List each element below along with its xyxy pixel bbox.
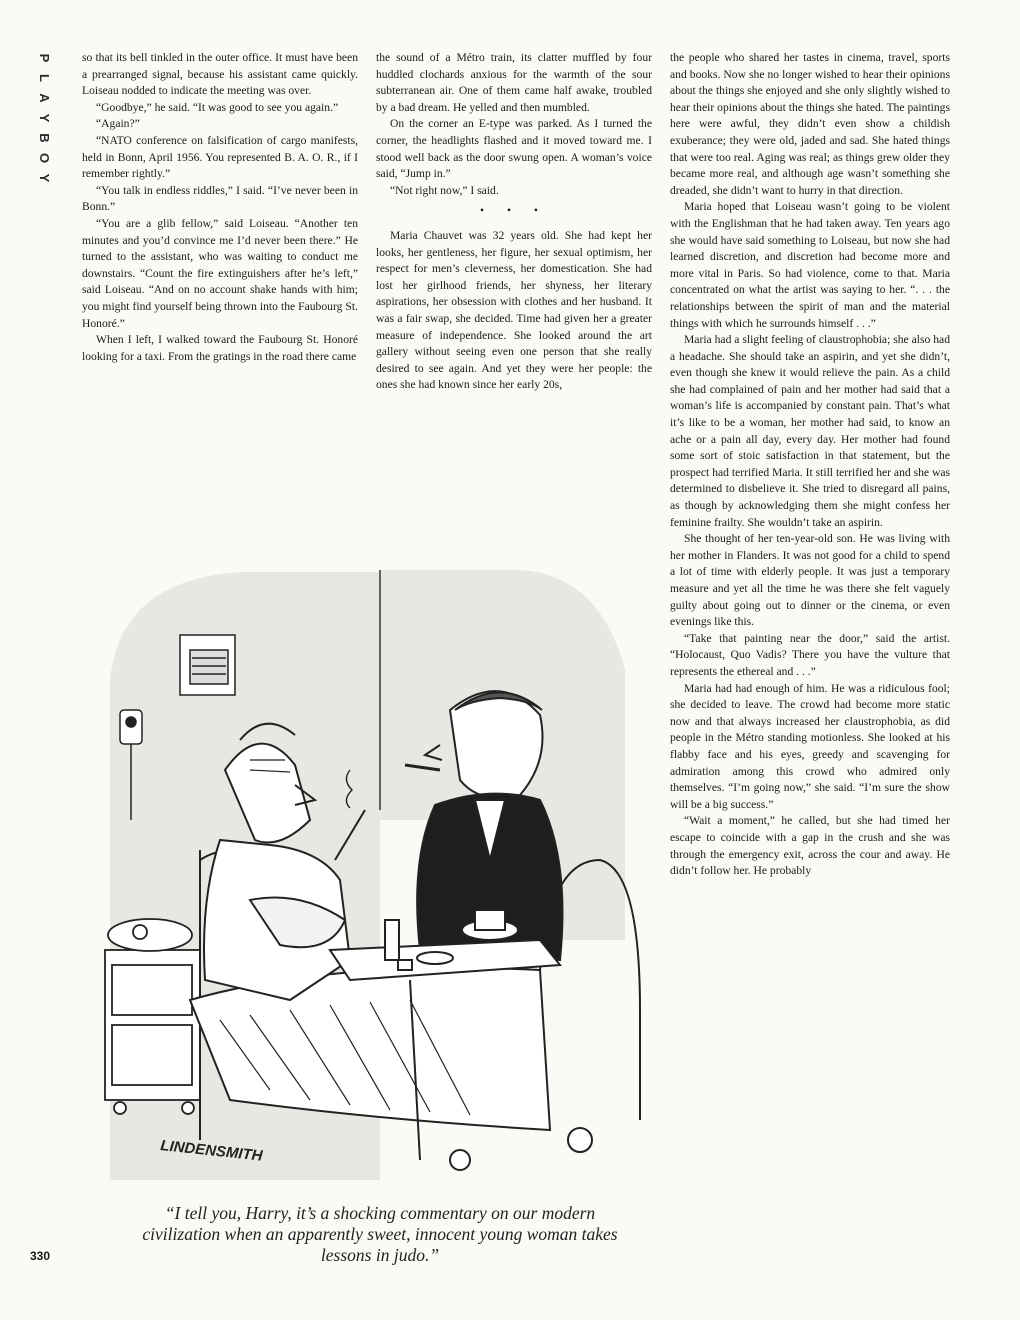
paragraph: “Again?”	[96, 117, 140, 131]
masthead-letter: O	[37, 152, 52, 164]
paragraph: She thought of her ten-year-old son. He was living with her mother in Flanders. It was not good for a child to spend a lot of time with elderly people. It was just a temporary measure and yet all the time he was there she felt vaguely guilty about going out to dinner or the cinema, or even evenings like this.	[670, 532, 950, 629]
paragraph: Maria hoped that Loiseau wasn’t going to be violent with the Englishman that he had taken away. Ten years ago she would have said something to Loiseau, but now she had learned discretion, and discretion had become more and more vital in Paris. So had violence, come to that. Maria concentrated on what the artist was saying to her. “. . . the relationships between the spirit of man and the material things with which he surrounds himself . . .”	[670, 200, 950, 330]
paragraph: “You talk in endless riddles,” I said. “I’ve never been in Bonn.”	[82, 183, 358, 214]
masthead-letter: Y	[37, 173, 52, 183]
masthead-letter: P	[37, 53, 52, 63]
cartoon-caption: “I tell you, Harry, it’s a shocking commentary on our modern civilization when an apparently sweet, innocent young woman takes lessons in judo.”	[142, 1203, 618, 1265]
paragraph: Maria had a slight feeling of claustrophobia; she also had a headache. She should take an aspirin, and yet she didn’t, even though she knew it would relieve the pain. As a child she had complained of pain and her mother had said that a woman’s life is accompanied by constant pain. That’s what it’s like to be a woman, her mother had said, to know an ache or a pain all day, every day. Her mother had found some sort of stoic satisfaction in that statement, but the prospect had terrified Maria. It still terrified her and she was determined to disbelieve it. She tried to disregard all pains, as though by acknowledging them she might confess her feminine frailty. She wouldn’t take an aspirin.	[670, 333, 950, 529]
paragraph: When I left, I walked toward the Faubourg St. Honoré looking for a taxi. From the gratings in the road there came	[82, 333, 358, 363]
masthead-letter: L	[37, 74, 52, 82]
telephone	[108, 919, 192, 951]
paragraph: the people who shared her tastes in cinema, travel, sports and books. Now she no longer wished to hear their opinions about the things she enjoyed and she only slightly wished to hear their opinions about the things she hated. The paintings here were awful, they didn’t even show a childish exuberance; they were old, jaded and sad. She hated things that were too real. Aging was real; as things grew older they became more real, and although age wasn’t something she dreaded, she didn’t want to hurry in that direction.	[670, 51, 950, 197]
cartoon-illustration	[80, 560, 650, 1190]
bedside-table	[105, 950, 200, 1114]
text-column-1	[82, 50, 358, 365]
page-number: 330	[30, 1249, 51, 1263]
text-column-3	[670, 50, 950, 880]
paragraph: “Wait a moment,” he called, but she had timed her escape to coincide with a gap in the crush and she was through the emergency exit, across the cour and away. He didn’t follow her. He probably	[670, 814, 950, 878]
masthead-letter: B	[37, 133, 52, 143]
paragraph: On the corner an E-type was parked. As I turned the corner, the headlights flashed and it moved toward me. I stood well back as the door swung open. A woman’s voice said, “Jump in.”	[376, 117, 652, 181]
paragraph: “Take that painting near the door,” said the artist. “Holocaust, Quo Vadis? There you have the vulture that represents the ethereal and . . .”	[670, 631, 950, 678]
text-column-2	[376, 50, 652, 394]
wall-vent	[180, 635, 235, 695]
cartoonist-signature: LINDENSMITH	[159, 1137, 264, 1165]
paragraph: so that its bell tinkled in the outer office. It must have been a prearranged signal, because his assistant came quickly. Loiseau nodded to indicate the meeting was over.	[82, 51, 358, 98]
paragraph: the sound of a Métro train, its clatter muffled by four huddled clochards anxious for the warmth of the sour subterranean air. One of them came half awake, troubled by a bad dream. He yelled and then mumbled.	[376, 51, 652, 114]
paragraph: Maria had had enough of him. He was a ridiculous fool; she decided to leave. The crowd had become more static now and that always increased her claustrophobia, as did people in the Métro standing motionless. She looked at his flabby face and his eyes, greedy and scavenging for admiration among this crowd who admired only themselves. “I’m going now,” she said. “I’m sure the show will be a big success.”	[670, 681, 950, 811]
paragraph: “NATO conference on falsification of cargo manifests, held in Bonn, April 1956. You represented B. A. O. R., if I remember rightly.”	[82, 133, 358, 181]
paragraph: • • •	[480, 204, 548, 218]
masthead-letter: Y	[37, 113, 52, 123]
masthead	[30, 48, 54, 188]
paragraph: “Not right now,” I said.	[390, 183, 499, 197]
masthead-letter: A	[37, 93, 52, 103]
paragraph: “Goodbye,” he said. “It was good to see you again.”	[96, 100, 339, 114]
paragraph: Maria Chauvet was 32 years old. She had kept her looks, her gentleness, her figure, her sexual optimism, her respect for men’s cleverness, her domestication. She had lost her girlhood friends, her shyness, her literary aspirations, her obsession with clothes and her husband. It was a fair swap, she decided. Time had given her a greater measure of independence. She looked around the art gallery without seeing even one person that she really desired to see again. And yet they were her people: the ones she had known since her early 20s,	[376, 228, 652, 392]
paragraph: “You are a glib fellow,” said Loiseau. “Another ten minutes and you’d convince me I’d never been there.” He turned to the assistant, who was waiting to conduct me downstairs. “Count the fire extinguishers after he’s left,” said Loiseau. “And on no account shake hands with him; you might find yourself being thrown into the Faubourg St. Honoré.”	[82, 216, 358, 330]
